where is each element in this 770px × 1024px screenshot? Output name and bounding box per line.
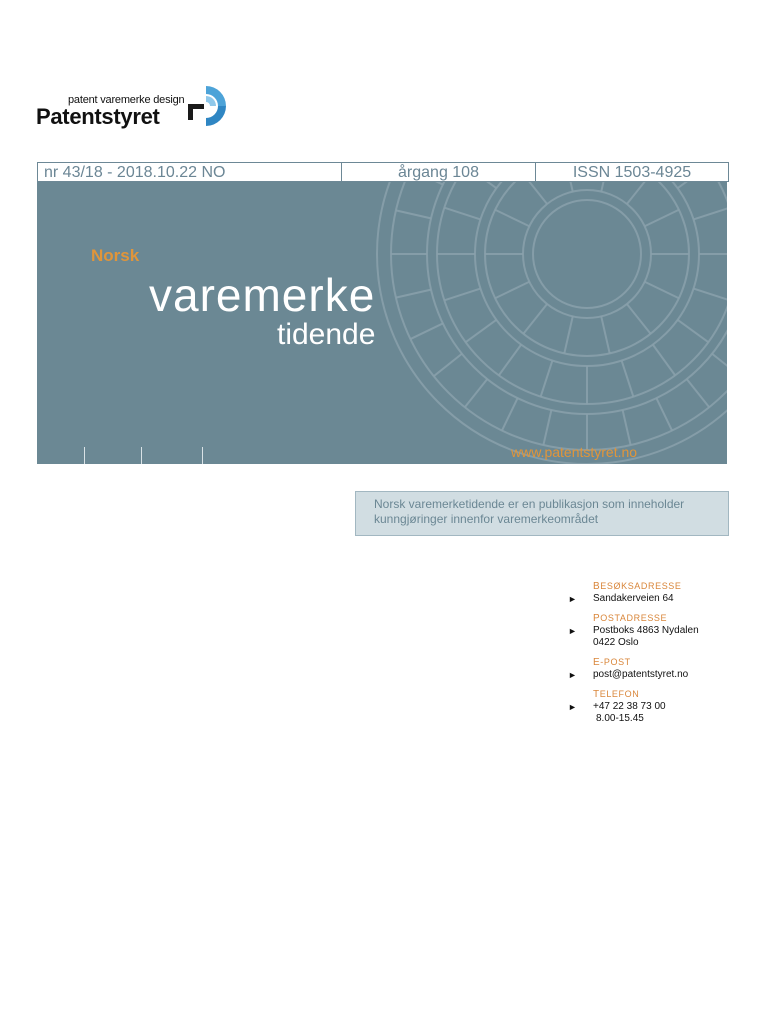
banner-divider — [141, 447, 142, 464]
phone — [566, 688, 756, 725]
email-label: E-POST — [593, 657, 631, 668]
banner-divider — [84, 447, 85, 464]
postal-address — [566, 612, 756, 649]
volume: årgang 108 — [342, 163, 536, 181]
logo-tagline: patent varemerke design — [68, 94, 185, 106]
manhole-cover-pattern — [37, 182, 727, 464]
logo-name: Patentstyret — [36, 104, 160, 129]
banner-divider — [202, 447, 203, 464]
contact-info — [566, 580, 756, 732]
bullet-arrow-icon: ► — [568, 702, 577, 712]
cover-banner — [37, 182, 727, 464]
phone-number: +47 22 38 73 00 — [593, 701, 666, 712]
issue-number: nr 43/18 - 2018.10.22 NO — [38, 163, 342, 181]
postal-address-line: 0422 Oslo — [593, 637, 639, 648]
issue-info-bar — [37, 162, 729, 182]
banner-url: www.patentstyret.no — [511, 444, 638, 460]
visit-address-label: BESØKSADRESSE — [593, 581, 682, 592]
logo-mark-icon — [184, 84, 232, 128]
bullet-arrow-icon: ► — [568, 594, 577, 604]
bullet-arrow-icon: ► — [568, 670, 577, 680]
banner-kicker: Norsk — [91, 246, 140, 265]
banner-subtitle: tidende — [277, 318, 376, 351]
patentstyret-logo — [36, 84, 236, 134]
opening-hours: 8.00-15.45 — [596, 713, 644, 724]
postal-address-line: Postboks 4863 Nydalen — [593, 625, 699, 636]
banner-title: varemerke — [149, 269, 376, 321]
bullet-arrow-icon: ► — [568, 626, 577, 636]
postal-address-label: POSTADRESSE — [593, 613, 668, 624]
visit-address — [566, 580, 756, 605]
description-box: Norsk varemerketidende er en publikasjon som inneholder kunngjøringer innenfor varemerkeområdet — [355, 491, 729, 536]
issn: ISSN 1503-4925 — [572, 164, 692, 181]
email-address[interactable]: post@patentstyret.no — [593, 669, 689, 680]
email — [566, 656, 756, 681]
phone-label: TELEFON — [593, 689, 640, 700]
visit-address-line: Sandakerveien 64 — [593, 593, 674, 604]
